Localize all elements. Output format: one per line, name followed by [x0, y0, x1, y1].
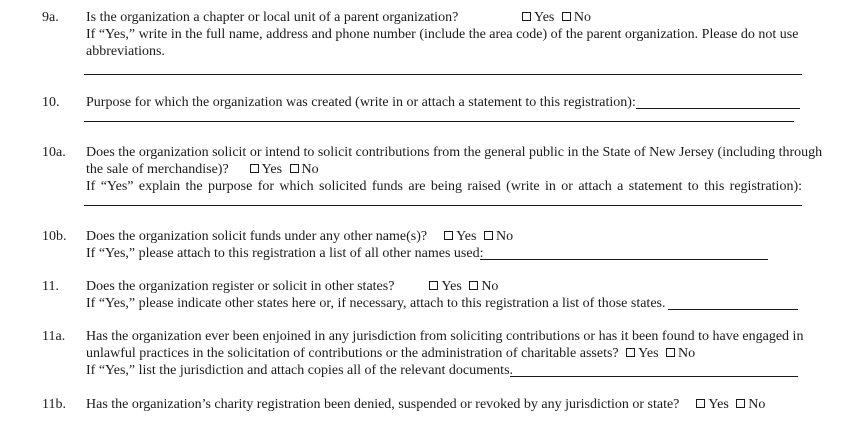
no-checkbox[interactable] — [290, 164, 299, 173]
question-10b — [42, 228, 802, 262]
yes-checkbox[interactable] — [429, 281, 438, 290]
yes-label: Yes — [261, 162, 283, 177]
question-text: Has the organization’s charity registration been denied, suspended or revoked by any jurisdiction or state? Yes No — [86, 397, 766, 412]
yes-label: Yes — [441, 279, 462, 294]
other-states-field[interactable] — [668, 309, 798, 310]
no-checkbox[interactable] — [469, 281, 478, 290]
yes-label: Yes — [534, 10, 555, 25]
yes-no-options — [518, 9, 591, 26]
no-label: No — [481, 279, 499, 294]
question-11a — [42, 328, 802, 379]
yes-checkbox[interactable] — [626, 348, 635, 357]
solicited-funds-purpose-field[interactable] — [84, 205, 802, 206]
no-label: No — [573, 10, 591, 25]
question-11b — [42, 396, 802, 413]
question-text: Does the organization solicit or intend to solicit contributions from the general public in the State of New Jersey (including through — [86, 145, 823, 160]
instruction-text: If “Yes,” please attach to this registration a list of all other names used: — [86, 246, 484, 261]
other-names-field[interactable] — [480, 259, 768, 260]
no-checkbox[interactable] — [736, 399, 745, 408]
purpose-field[interactable] — [636, 108, 800, 109]
jurisdiction-field[interactable] — [510, 376, 798, 377]
no-label: No — [495, 229, 514, 244]
question-10 — [42, 94, 802, 111]
question-text-cont: unlawful practices in the solicitation of contributions or the administration of charitable assets? Yes No — [86, 346, 696, 361]
parent-organization-field[interactable] — [84, 74, 802, 75]
question-number: 11. — [42, 279, 59, 294]
question-text: Is the organization a chapter or local unit of a parent organization? — [86, 10, 459, 25]
purpose-field-line-2[interactable] — [84, 121, 794, 122]
question-text: Does the organization solicit funds under any other name(s)? Yes No — [86, 229, 514, 244]
question-9a — [42, 9, 802, 60]
question-text: Purpose for which the organization was created (write in or attach a statement to this registration): — [86, 95, 636, 110]
question-text: Has the organization ever been enjoined in any jurisdiction from soliciting contributions or has it been found to have engaged in — [86, 329, 804, 344]
instruction-text: If “Yes,” write in the full name, address and phone number (include the area code) of the parent organization. Please do not use — [86, 27, 799, 42]
no-checkbox[interactable] — [562, 12, 571, 21]
question-text: Does the organization register or solicit in other states? Yes No — [86, 279, 499, 294]
yes-checkbox[interactable] — [696, 399, 705, 408]
no-label: No — [301, 162, 319, 177]
no-label: No — [748, 397, 766, 412]
no-label: No — [678, 346, 696, 361]
question-number: 10a. — [42, 145, 66, 160]
instruction-text-cont: abbreviations. — [86, 44, 165, 59]
instruction-text: If “Yes,” list the jurisdiction and attach copies all of the relevant documents. — [86, 363, 514, 378]
instruction-text: If “Yes,” please indicate other states here or, if necessary, attach to this registration a list of those states. — [86, 296, 666, 311]
yes-label: Yes — [638, 346, 659, 361]
yes-checkbox[interactable] — [250, 164, 259, 173]
question-number: 11b. — [42, 397, 66, 412]
yes-label: Yes — [456, 229, 477, 244]
question-number: 11a. — [42, 329, 66, 344]
question-number: 10. — [42, 95, 60, 110]
no-checkbox[interactable] — [666, 348, 675, 357]
yes-checkbox[interactable] — [444, 231, 453, 240]
question-11 — [42, 278, 802, 312]
instruction-text: If “Yes” explain the purpose for which solicited funds are being raised (write in or attach a statement to this registration): — [86, 179, 802, 194]
question-number: 10b. — [42, 229, 67, 244]
no-checkbox[interactable] — [484, 231, 493, 240]
question-number: 9a. — [42, 10, 59, 25]
question-10a — [42, 144, 823, 195]
yes-checkbox[interactable] — [522, 12, 531, 21]
question-text-cont: the sale of merchandise)? Yes No — [86, 162, 319, 177]
yes-label: Yes — [708, 397, 729, 412]
